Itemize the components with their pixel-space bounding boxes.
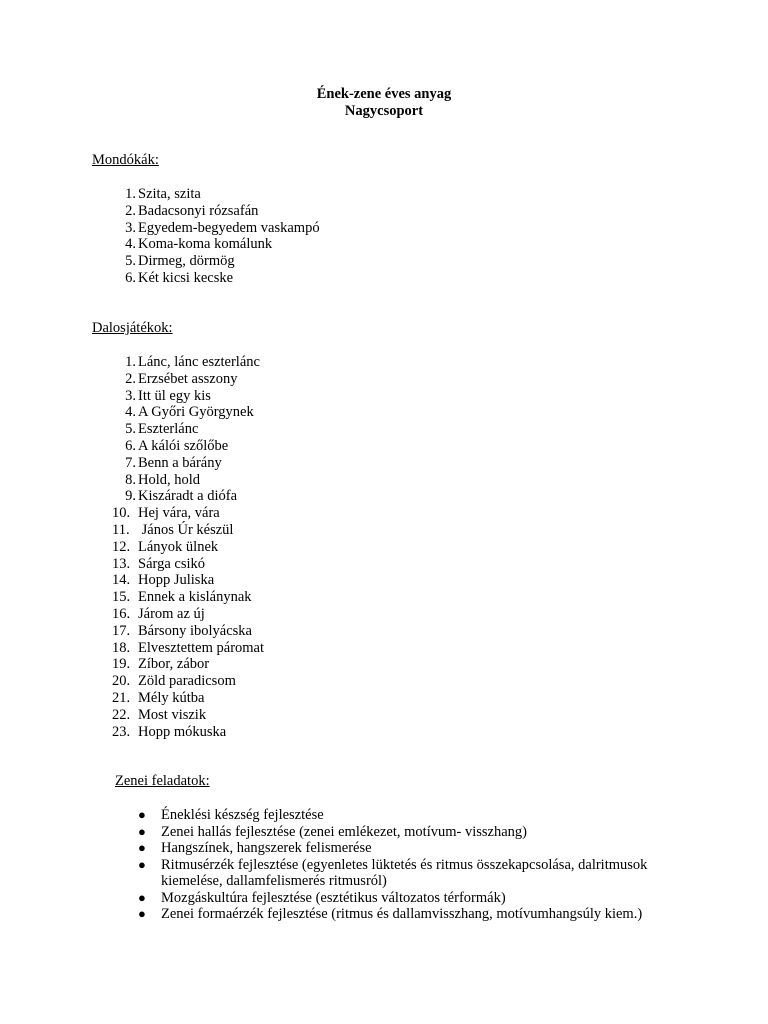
list-item-text: Két kicsi kecske [138,269,234,286]
list-item-text: Hopp mókuska [138,723,227,740]
list-item-text: János Úr készül [138,521,234,538]
list-item-text: Itt ül egy kis [138,387,211,404]
list-item-text: Erzsébet asszony [138,370,238,387]
list-item-number: 5. [125,421,136,438]
list-item-number: 21. [112,689,131,706]
list-item-number: 19. [112,656,131,673]
bullet-item [138,857,698,890]
list-item-text: Szita, szita [138,186,201,202]
section-heading-dalosjatekok: Dalosjátékok: [92,320,173,336]
list-item-number: 1. [125,186,136,202]
list-item-text: Dirmeg, dörmög [138,253,235,270]
list-item-text: Eszterlánc [138,421,199,438]
list-item-number: 23. [112,723,131,740]
list-item-number: 4. [125,236,136,253]
list-item-text: Elvesztettem páromat [138,639,265,656]
list-item-text: Lánc, lánc eszterlánc [138,354,260,370]
list-item-text: A Győri Györgynek [138,404,254,421]
section-heading-zenei-feladatok: Zenei feladatok: [115,773,210,789]
bullet-item [138,807,698,824]
bullet-dot-icon: ● [138,856,146,872]
bullet-dot-icon: ● [138,889,146,905]
bullet-dot-icon: ● [138,840,146,855]
list-item-text: Benn a bárány [138,454,222,471]
list-item-text: Hopp Juliska [138,572,215,589]
list-item-text: Mély kútba [138,689,205,706]
bullet-item-text: Mozgáskultúra fejlesztése (esztétikus változatos térformák) [161,889,506,906]
list-item-number: 6. [125,269,136,286]
bullet-item-text: Ritmusérzék fejlesztése (egyenletes lüktetés és ritmus összekapcsolása, dalritmusok kiemelése, dallamfelismerés ritmusról) [161,856,648,889]
list-item-number: 15. [112,589,131,606]
bullet-item-text: Éneklési készség fejlesztése [161,807,324,823]
list-item-number: 18. [112,639,131,656]
list-item-number: 3. [125,219,136,236]
bullet-item-text: Zenei hallás fejlesztése (zenei emlékezet, motívum- visszhang) [161,823,527,840]
document-subtitle: Nagycsoport [344,103,424,119]
list-item-number: 6. [125,437,136,454]
bullet-item-text: Hangszínek, hangszerek felismerése [161,840,372,856]
list-item-number: 2. [125,370,136,387]
list-item-text: Lányok ülnek [138,538,219,555]
list-item-text: Hej vára, vára [138,505,220,522]
list-item-number: 10. [112,505,131,522]
bullet-item [138,840,698,857]
list-item-text: Most viszik [138,706,207,723]
list-item-text: A kálói szőlőbe [138,437,229,454]
list-item-text: Hold, hold [138,471,201,488]
bullet-dot-icon: ● [138,906,146,921]
list-item-text: Sárga csikó [138,555,205,572]
bullet-item [138,890,698,907]
list-item-text: Egyedem-begyedem vaskampó [138,219,320,236]
bullet-item-text: Zenei formaérzék fejlesztése (ritmus és dallamvisszhang, motívumhangsúly kiem.) [161,906,643,922]
list-item-number: 13. [112,555,131,572]
list-item-text: Badacsonyi rózsafán [138,202,259,219]
list-item-number: 4. [125,404,136,421]
list-item-number: 11. [112,521,130,538]
bullet-item [138,824,698,841]
document-title: Ének-zene éves anyag [316,86,452,102]
list-item-number: 20. [112,673,131,690]
list-item-number: 22. [112,706,131,723]
bullet-dot-icon: ● [138,823,146,839]
list-item-number: 9. [125,488,136,505]
list-item-number: 1. [125,354,136,370]
bullet-item [138,906,698,923]
list-item-number: 8. [125,471,136,488]
list-item-number: 14. [112,572,131,589]
list-item-text: Zíbor, zábor [138,656,210,673]
list-item-text: Járom az új [138,605,205,622]
zenei-feladatok-list [138,807,698,923]
section-heading-mondokak: Mondókák: [92,152,159,168]
list-item-text: Koma-koma komálunk [138,236,273,253]
list-item-number: 7. [125,454,136,471]
list-item-number: 3. [125,387,136,404]
list-item-number: 5. [125,253,136,270]
list-item-number: 17. [112,622,131,639]
list-item-text: Ennek a kislánynak [138,589,252,606]
list-item-number: 2. [125,202,136,219]
list-item-number: 12. [112,538,131,555]
list-item-text: Kiszáradt a diófa [138,488,238,505]
list-item-number: 16. [112,605,131,622]
bullet-dot-icon: ● [138,807,146,822]
list-item-text: Bársony ibolyácska [138,622,252,639]
list-item-text: Zöld paradicsom [138,673,236,690]
